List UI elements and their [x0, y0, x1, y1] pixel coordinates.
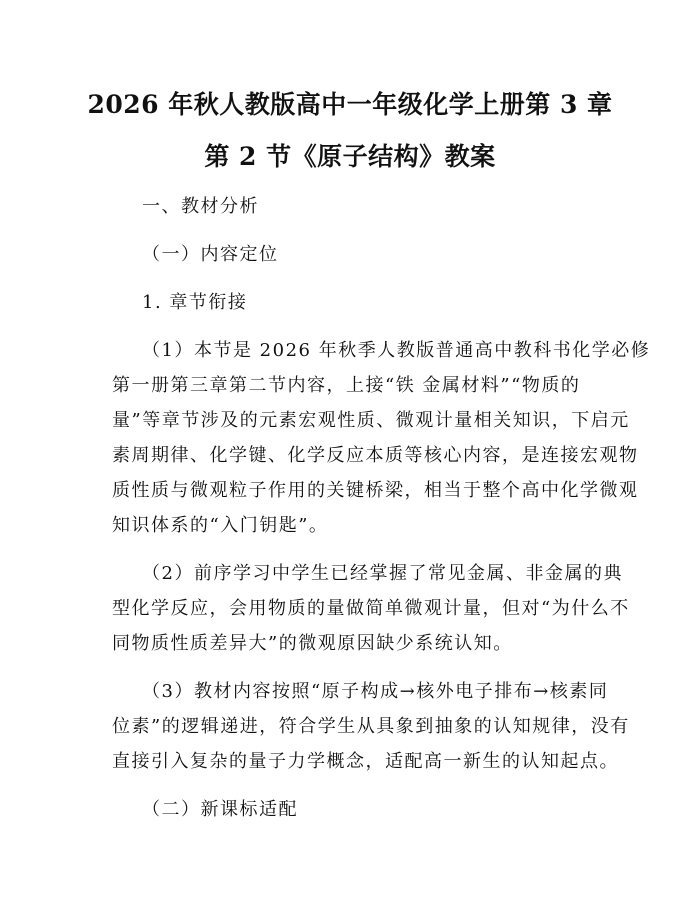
paragraph-2-line-1: （2）前序学习中学生已经掌握了常见金属、非金属的典: [142, 563, 623, 584]
subsection-heading-new-curriculum-standard: （二）新课标适配: [142, 799, 298, 820]
paragraph-2-line-3: 同物质性质差异大”的微观原因缺少系统认知。: [112, 633, 513, 654]
section-heading-teaching-material-analysis: 一、教材分析: [142, 196, 259, 217]
paragraph-1-line-2: 第一册第三章第二节内容，上接“铁 金属材料”“物质的: [112, 375, 581, 396]
paragraph-3-line-1: （3）教材内容按照“原子构成→核外电子排布→核素同: [142, 681, 609, 702]
document-title-line-2: 第 2 节《原子结构》教案: [204, 142, 496, 171]
paragraph-1-line-3: 量”等章节涉及的元素宏观性质、微观计量相关知识，下启元: [112, 410, 630, 431]
item-heading-chapter-connection: 1. 章节衔接: [142, 292, 248, 313]
paragraph-2-line-2: 型化学反应，会用物质的量做简单微观计量，但对“为什么不: [112, 598, 630, 619]
document-title-line-1: 2026 年秋人教版高中一年级化学上册第 3 章: [87, 90, 613, 119]
paragraph-1-line-6: 知识体系的“入门钥匙”。: [112, 515, 329, 536]
paragraph-3-line-2: 位素”的逻辑递进，符合学生从具象到抽象的认知规律，没有: [112, 716, 630, 737]
paragraph-1-line-1: （1）本节是 2026 年秋季人教版普通高中教科书化学必修: [142, 340, 651, 361]
paragraph-3-line-3: 直接引入复杂的量子力学概念，适配高一新生的认知起点。: [112, 751, 619, 772]
subsection-heading-content-positioning: （一）内容定位: [142, 244, 279, 265]
paragraph-1-line-4: 素周期律、化学键、化学反应本质等核心内容，是连接宏观物: [112, 445, 639, 466]
paragraph-1-line-5: 质性质与微观粒子作用的关键桥梁，相当于整个高中化学微观: [112, 480, 639, 501]
